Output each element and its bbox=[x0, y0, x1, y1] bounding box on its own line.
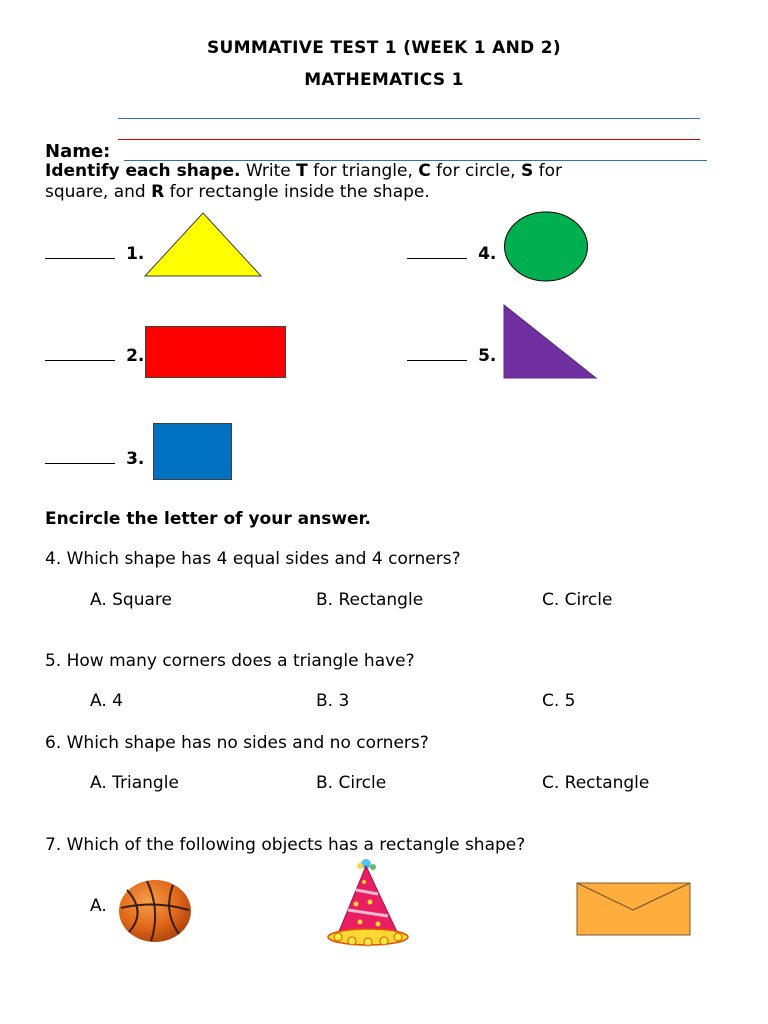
q6-choice-c[interactable]: C. Rectangle bbox=[542, 773, 650, 793]
answer-blank-2[interactable] bbox=[45, 360, 115, 361]
q5-choice-c[interactable]: C. 5 bbox=[542, 691, 576, 711]
question-5: 5. How many corners does a triangle have? bbox=[45, 651, 415, 671]
q4-choice-b[interactable]: B. Rectangle bbox=[316, 590, 424, 610]
item-5-number: 5. bbox=[478, 346, 497, 366]
q5-choice-a[interactable]: A. 4 bbox=[90, 691, 123, 711]
question-7: 7. Which of the following objects has a rectangle shape? bbox=[45, 835, 526, 855]
q7-choice-a[interactable]: A. bbox=[90, 896, 107, 916]
answer-blank-3[interactable] bbox=[45, 463, 115, 464]
right-triangle-shape bbox=[503, 304, 599, 380]
q6-choice-b[interactable]: B. Circle bbox=[316, 773, 387, 793]
item-3-row bbox=[45, 449, 144, 469]
q5-choice-b[interactable]: B. 3 bbox=[316, 691, 350, 711]
item-2-row bbox=[45, 346, 144, 366]
part1-instruction-line1: Identify each shape. Write T for triangle, C for circle, S for bbox=[45, 161, 563, 181]
party-hat-icon[interactable] bbox=[326, 856, 412, 948]
circle-shape bbox=[503, 211, 589, 283]
triangle-shape bbox=[144, 211, 264, 279]
item-2-number: 2. bbox=[126, 346, 145, 366]
answer-blank-5[interactable] bbox=[407, 360, 467, 361]
rectangle-shape bbox=[145, 326, 286, 378]
envelope-icon[interactable] bbox=[576, 882, 692, 938]
part2-instruction: Encircle the letter of your answer. bbox=[45, 509, 371, 529]
answer-blank-1[interactable] bbox=[45, 258, 115, 259]
item-4-row bbox=[407, 244, 496, 264]
item-1-row bbox=[45, 244, 144, 264]
red-rule bbox=[118, 139, 700, 140]
square-shape bbox=[153, 423, 232, 480]
item-5-row bbox=[407, 346, 496, 366]
test-title: SUMMATIVE TEST 1 (WEEK 1 AND 2) bbox=[207, 38, 561, 58]
question-6: 6. Which shape has no sides and no corners? bbox=[45, 733, 429, 753]
item-3-number: 3. bbox=[126, 449, 145, 469]
basketball-icon[interactable] bbox=[117, 878, 193, 944]
q4-choice-a[interactable]: A. Square bbox=[90, 590, 172, 610]
part1-instruction-line2: square, and R for rectangle inside the shape. bbox=[45, 182, 430, 202]
name-label: Name: bbox=[45, 141, 111, 162]
blue-rule-top bbox=[118, 118, 700, 119]
instruction-bold: Identify each shape. bbox=[45, 161, 241, 181]
answer-blank-4[interactable] bbox=[407, 258, 467, 259]
q4-choice-c[interactable]: C. Circle bbox=[542, 590, 613, 610]
item-1-number: 1. bbox=[126, 244, 145, 264]
question-4: 4. Which shape has 4 equal sides and 4 corners? bbox=[45, 549, 461, 569]
q6-choice-a[interactable]: A. Triangle bbox=[90, 773, 179, 793]
item-4-number: 4. bbox=[478, 244, 497, 264]
subject-title: MATHEMATICS 1 bbox=[304, 70, 464, 90]
